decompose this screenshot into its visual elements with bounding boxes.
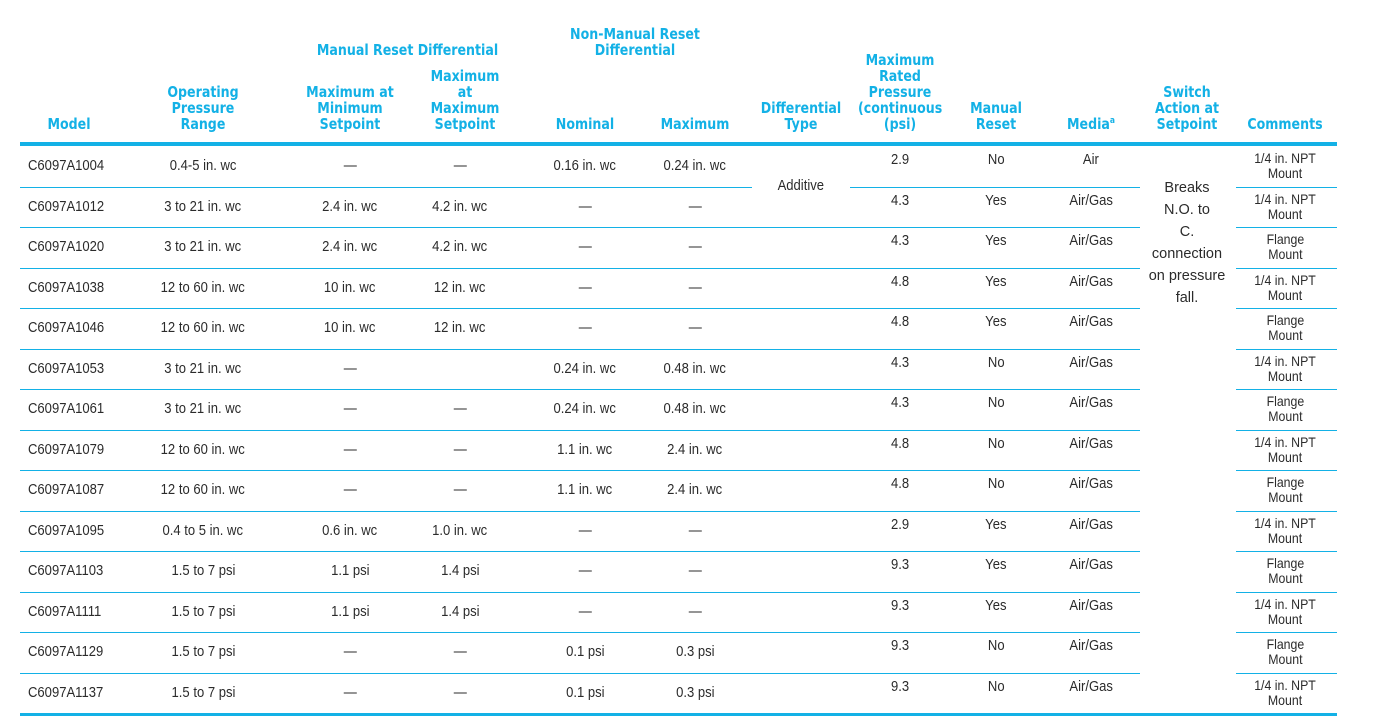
cell-manual-reset: Yes bbox=[985, 516, 1007, 533]
cell-max-max: 1.4 psi bbox=[440, 603, 480, 620]
row-separator bbox=[752, 592, 850, 593]
switch-action-value: Breaks N.O. to C. connection on pressure fall. bbox=[1148, 180, 1226, 306]
cell-model: C6097A1012 bbox=[28, 198, 105, 215]
cell-model: C6097A1020 bbox=[28, 239, 105, 255]
header-max-rated-pressure: Maximum Rated Pressure (continuous (psi) bbox=[858, 51, 943, 133]
cell-nominal: 0.16 in. wc bbox=[553, 158, 617, 174]
cell-pressure: 2.9 bbox=[890, 516, 910, 533]
cell-max-min: 2.4 in. wc bbox=[322, 198, 378, 215]
cell-comments: Flange Mount bbox=[1266, 393, 1304, 424]
cell-max-min: — bbox=[343, 644, 357, 660]
cell-nominal: 1.1 in. wc bbox=[557, 482, 613, 498]
cell-max-max: 12 in. wc bbox=[434, 279, 486, 296]
cell-media: Air/Gas bbox=[1069, 638, 1113, 654]
header-manual-reset-group: Manual Reset Differential bbox=[316, 41, 499, 59]
cell-pressure: 9.3 bbox=[890, 638, 910, 654]
cell-max-min: — bbox=[343, 360, 357, 377]
header-comments: Comments bbox=[1247, 115, 1323, 133]
cell-comments: 1/4 in. NPT Mount bbox=[1254, 352, 1316, 384]
differential-type-value: Additive bbox=[777, 178, 825, 194]
cell-max-min: — bbox=[343, 401, 357, 417]
cell-comments: 1/4 in. NPT Mount bbox=[1254, 514, 1316, 546]
cell-model: C6097A1061 bbox=[28, 401, 105, 417]
cell-manual-reset: No bbox=[987, 152, 1005, 168]
header-manual-reset: Manual Reset bbox=[970, 99, 1022, 133]
cell-manual-reset: No bbox=[987, 678, 1005, 695]
header-model: Model bbox=[47, 115, 91, 133]
cell-model: C6097A1111 bbox=[28, 603, 102, 620]
cell-model: C6097A1137 bbox=[28, 684, 104, 701]
cell-comments: 1/4 in. NPT Mount bbox=[1254, 150, 1316, 181]
cell-max-max: 1.4 psi bbox=[440, 563, 480, 579]
cell-range: 3 to 21 in. wc bbox=[164, 360, 242, 377]
cell-nominal: — bbox=[578, 279, 592, 296]
cell-max-min: — bbox=[343, 441, 357, 458]
cell-pressure: 4.3 bbox=[890, 354, 910, 371]
cell-max-max bbox=[405, 349, 515, 389]
cell-pressure: 4.8 bbox=[890, 435, 910, 452]
cell-media: Air/Gas bbox=[1069, 192, 1113, 209]
cell-manual-reset: Yes bbox=[985, 192, 1007, 209]
cell-max-max: — bbox=[453, 644, 467, 660]
cell-comments: Flange Mount bbox=[1266, 636, 1304, 667]
cell-model: C6097A1103 bbox=[28, 563, 104, 579]
header-maximum: Maximum bbox=[660, 115, 730, 133]
cell-max-max: 1.0 in. wc bbox=[432, 522, 488, 539]
row-separator bbox=[752, 227, 850, 228]
cell-max-min: 1.1 psi bbox=[330, 603, 370, 620]
cell-manual-reset: No bbox=[987, 354, 1005, 371]
cell-manual-reset: No bbox=[987, 395, 1005, 411]
cell-nominal: — bbox=[578, 563, 592, 579]
header-switch-action: Switch Action at Setpoint bbox=[1154, 83, 1220, 133]
row-separator bbox=[752, 430, 850, 431]
cell-nominal: — bbox=[578, 522, 592, 539]
header-max-at-min-setpoint: Maximum at Minimum Setpoint bbox=[306, 83, 394, 133]
cell-maximum: — bbox=[688, 563, 702, 579]
cell-maximum: — bbox=[688, 320, 702, 336]
cell-nominal: 0.1 psi bbox=[565, 644, 605, 660]
cell-max-max: 4.2 in. wc bbox=[432, 239, 488, 255]
cell-range: 3 to 21 in. wc bbox=[164, 239, 242, 255]
cell-max-min: 10 in. wc bbox=[324, 320, 376, 336]
cell-pressure: 9.3 bbox=[890, 597, 910, 614]
cell-range: 0.4-5 in. wc bbox=[169, 158, 237, 174]
cell-pressure: 4.3 bbox=[890, 395, 910, 411]
cell-manual-reset: Yes bbox=[985, 233, 1007, 249]
cell-max-min: — bbox=[343, 482, 357, 498]
cell-max-max: — bbox=[453, 482, 467, 498]
row-separator bbox=[752, 511, 850, 512]
cell-nominal: — bbox=[578, 320, 592, 336]
cell-maximum: 0.3 psi bbox=[675, 644, 715, 660]
cell-manual-reset: Yes bbox=[985, 314, 1007, 330]
cell-range: 12 to 60 in. wc bbox=[160, 441, 246, 458]
cell-max-min: 1.1 psi bbox=[330, 563, 370, 579]
cell-media: Air bbox=[1083, 152, 1099, 168]
cell-pressure: 4.8 bbox=[890, 476, 910, 492]
row-separator bbox=[752, 349, 850, 350]
row-separator bbox=[752, 673, 850, 674]
cell-model: C6097A1095 bbox=[28, 522, 105, 539]
cell-media: Air/Gas bbox=[1069, 233, 1113, 249]
cell-comments: 1/4 in. NPT Mount bbox=[1254, 433, 1316, 465]
cell-nominal: 0.1 psi bbox=[565, 684, 605, 701]
cell-pressure: 2.9 bbox=[890, 152, 910, 168]
header-nominal: Nominal bbox=[555, 115, 615, 133]
cell-comments: Flange Mount bbox=[1266, 231, 1304, 262]
cell-media: Air/Gas bbox=[1069, 354, 1113, 371]
header-media: Media$^a$ bbox=[1066, 115, 1116, 133]
cell-range: 1.5 to 7 psi bbox=[171, 563, 235, 579]
cell-range: 12 to 60 in. wc bbox=[160, 320, 246, 336]
header-max-at-max-setpoint: Maximum at Maximum Setpoint bbox=[430, 67, 500, 133]
cell-range: 1.5 to 7 psi bbox=[171, 684, 235, 701]
cell-max-max: 12 in. wc bbox=[434, 320, 486, 336]
cell-manual-reset: No bbox=[987, 435, 1005, 452]
cell-max-min: — bbox=[343, 684, 357, 701]
row-separator bbox=[752, 470, 850, 471]
row-separator bbox=[752, 389, 850, 390]
cell-maximum: — bbox=[688, 198, 702, 215]
cell-pressure: 4.8 bbox=[890, 273, 910, 290]
cell-maximum: 0.48 in. wc bbox=[663, 401, 727, 417]
cell-comments: Flange Mount bbox=[1266, 312, 1304, 343]
cell-max-min: 2.4 in. wc bbox=[322, 239, 378, 255]
cell-comments: Flange Mount bbox=[1266, 555, 1304, 586]
cell-maximum: — bbox=[688, 603, 702, 620]
cell-comments: 1/4 in. NPT Mount bbox=[1254, 271, 1316, 303]
row-separator bbox=[752, 551, 850, 552]
cell-max-max: — bbox=[453, 441, 467, 458]
header-operating-range: Operating Pressure Range bbox=[167, 83, 239, 133]
cell-model: C6097A1079 bbox=[28, 441, 105, 458]
cell-manual-reset: Yes bbox=[985, 273, 1007, 290]
cell-model: C6097A1053 bbox=[28, 360, 105, 377]
cell-range: 12 to 60 in. wc bbox=[160, 279, 246, 296]
cell-max-max: — bbox=[453, 158, 467, 174]
cell-max-min: — bbox=[343, 158, 357, 174]
cell-model: C6097A1087 bbox=[28, 482, 105, 498]
cell-media: Air/Gas bbox=[1069, 476, 1113, 492]
cell-pressure: 9.3 bbox=[890, 557, 910, 573]
cell-max-max: 4.2 in. wc bbox=[432, 198, 488, 215]
cell-range: 12 to 60 in. wc bbox=[160, 482, 246, 498]
cell-media: Air/Gas bbox=[1069, 395, 1113, 411]
cell-nominal: — bbox=[578, 198, 592, 215]
cell-media: Air/Gas bbox=[1069, 435, 1113, 452]
cell-manual-reset: Yes bbox=[985, 597, 1007, 614]
cell-maximum: 0.24 in. wc bbox=[663, 158, 727, 174]
cell-model: C6097A1038 bbox=[28, 279, 105, 296]
cell-manual-reset: Yes bbox=[985, 557, 1007, 573]
cell-nominal: 0.24 in. wc bbox=[553, 360, 617, 377]
cell-range: 1.5 to 7 psi bbox=[171, 603, 235, 620]
cell-comments: Flange Mount bbox=[1266, 474, 1304, 505]
cell-range: 1.5 to 7 psi bbox=[171, 644, 235, 660]
cell-manual-reset: No bbox=[987, 476, 1005, 492]
bottom-rule bbox=[20, 713, 1337, 716]
cell-range: 3 to 21 in. wc bbox=[164, 401, 242, 417]
cell-maximum: 0.48 in. wc bbox=[663, 360, 727, 377]
cell-model: C6097A1046 bbox=[28, 320, 105, 336]
cell-comments: 1/4 in. NPT Mount bbox=[1254, 595, 1316, 627]
cell-pressure: 4.8 bbox=[890, 314, 910, 330]
header-differential-type: Differential Type bbox=[760, 99, 842, 133]
cell-media: Air/Gas bbox=[1069, 273, 1113, 290]
row-separator bbox=[752, 632, 850, 633]
cell-comments: 1/4 in. NPT Mount bbox=[1254, 190, 1316, 222]
cell-model: C6097A1129 bbox=[28, 644, 104, 660]
cell-nominal: 1.1 in. wc bbox=[557, 441, 613, 458]
cell-max-max: — bbox=[453, 401, 467, 417]
cell-max-min: 10 in. wc bbox=[324, 279, 376, 296]
cell-model: C6097A1004 bbox=[28, 158, 105, 174]
cell-range: 0.4 to 5 in. wc bbox=[162, 522, 244, 539]
cell-max-min: 0.6 in. wc bbox=[322, 522, 378, 539]
cell-nominal: — bbox=[578, 239, 592, 255]
cell-media: Air/Gas bbox=[1069, 597, 1113, 614]
cell-media: Air/Gas bbox=[1069, 516, 1113, 533]
cell-maximum: — bbox=[688, 279, 702, 296]
row-separator bbox=[752, 308, 850, 309]
cell-pressure: 4.3 bbox=[890, 192, 910, 209]
cell-maximum: — bbox=[688, 522, 702, 539]
cell-maximum: 2.4 in. wc bbox=[667, 441, 723, 458]
cell-nominal: 0.24 in. wc bbox=[553, 401, 617, 417]
cell-pressure: 4.3 bbox=[890, 233, 910, 249]
cell-media: Air/Gas bbox=[1069, 678, 1113, 695]
row-separator bbox=[752, 268, 850, 269]
header-non-manual-group: Non-Manual Reset Differential bbox=[570, 25, 700, 59]
cell-comments: 1/4 in. NPT Mount bbox=[1254, 676, 1316, 708]
cell-range: 3 to 21 in. wc bbox=[164, 198, 242, 215]
cell-nominal: — bbox=[578, 603, 592, 620]
cell-media: Air/Gas bbox=[1069, 557, 1113, 573]
cell-media: Air/Gas bbox=[1069, 314, 1113, 330]
cell-maximum: — bbox=[688, 239, 702, 255]
cell-pressure: 9.3 bbox=[890, 678, 910, 695]
cell-max-max: — bbox=[453, 684, 467, 701]
cell-maximum: 2.4 in. wc bbox=[667, 482, 723, 498]
cell-manual-reset: No bbox=[987, 638, 1005, 654]
cell-maximum: 0.3 psi bbox=[675, 684, 715, 701]
